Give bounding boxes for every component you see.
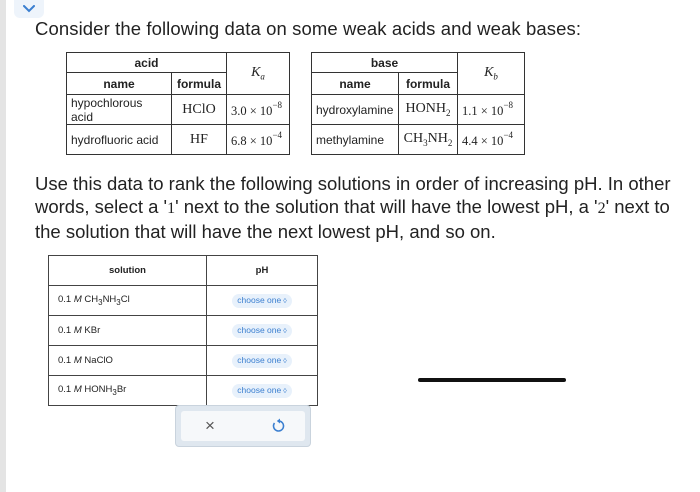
acid-name: hypochlorous acid [67,95,172,125]
ka-value: $6.8 \times 10^{-4}$ [227,125,290,155]
ph-cell [207,376,318,406]
base-row [312,95,525,125]
acid-name: hydrofluoric acid [67,125,172,155]
acid-formula-header: formula [172,73,227,95]
table-row [49,316,318,346]
left-rail [0,0,6,492]
acid-row [67,125,290,155]
base-group-header: base [312,53,458,73]
solution-label: 0.1 M KBr [49,316,207,346]
base-row [312,125,525,155]
acid-row [67,95,290,125]
solution-label: 0.1 M $CH_3NH_3Cl$ [49,286,207,316]
acid-formula: HF [172,125,227,155]
instruction-text: Use this data to rank the following solutions in order of increasing pH. In other words, select a '1' next to the solution that will have the lowest pH, a '2' next to the solution that will have the next lowest pH, and so on. [35,173,671,242]
solution-label: 0.1 M $HONH_3Br$ [49,376,207,406]
ph-cell [207,346,318,376]
chevron-updown-icon: ◊ [283,327,287,335]
answer-line [418,378,566,382]
acid-group-header: acid [67,53,227,73]
chevron-updown-icon: ◊ [283,387,287,395]
ranking-table [48,255,318,406]
base-name: methylamine [312,125,399,155]
rank-select[interactable]: choose one ◊ [232,384,291,398]
undo-icon[interactable] [271,418,285,433]
action-inner [181,411,305,441]
acid-name-header: name [67,73,172,95]
base-name-header: name [312,73,399,95]
acid-formula: HClO [172,95,227,125]
ph-cell [207,316,318,346]
base-formula-header: formula [399,73,458,95]
kb-value: $4.4 \times 10^{-4}$ [458,125,525,155]
base-name: hydroxylamine [312,95,399,125]
ph-cell [207,286,318,316]
table-row [49,376,318,406]
rank-select[interactable]: choose one ◊ [232,294,291,308]
solution-label: 0.1 M NaClO [49,346,207,376]
kb-header: $K_b$ [458,53,525,95]
kb-value: $1.1 \times 10^{-8}$ [458,95,525,125]
chevron-updown-icon: ◊ [283,297,287,305]
solution-header: solution [49,256,207,286]
base-table [311,52,525,155]
action-bar [175,405,311,447]
ph-header: pH [207,256,318,286]
ka-header: $K_a$ [227,53,290,95]
rank-select[interactable]: choose one ◊ [232,354,291,368]
chevron-down-icon [23,5,35,13]
collapse-button[interactable] [14,0,44,18]
intro-text: Consider the following data on some weak acids and weak bases: [35,18,582,39]
base-formula: $CH_3NH_2$ [399,125,458,155]
acid-table [66,52,290,155]
rank-select[interactable]: choose one ◊ [232,324,291,338]
table-row [49,346,318,376]
base-formula: $HONH_2$ [399,95,458,125]
ka-value: $3.0 \times 10^{-8}$ [227,95,290,125]
table-row [49,286,318,316]
clear-button[interactable]: × [205,416,215,435]
chevron-updown-icon: ◊ [283,357,287,365]
